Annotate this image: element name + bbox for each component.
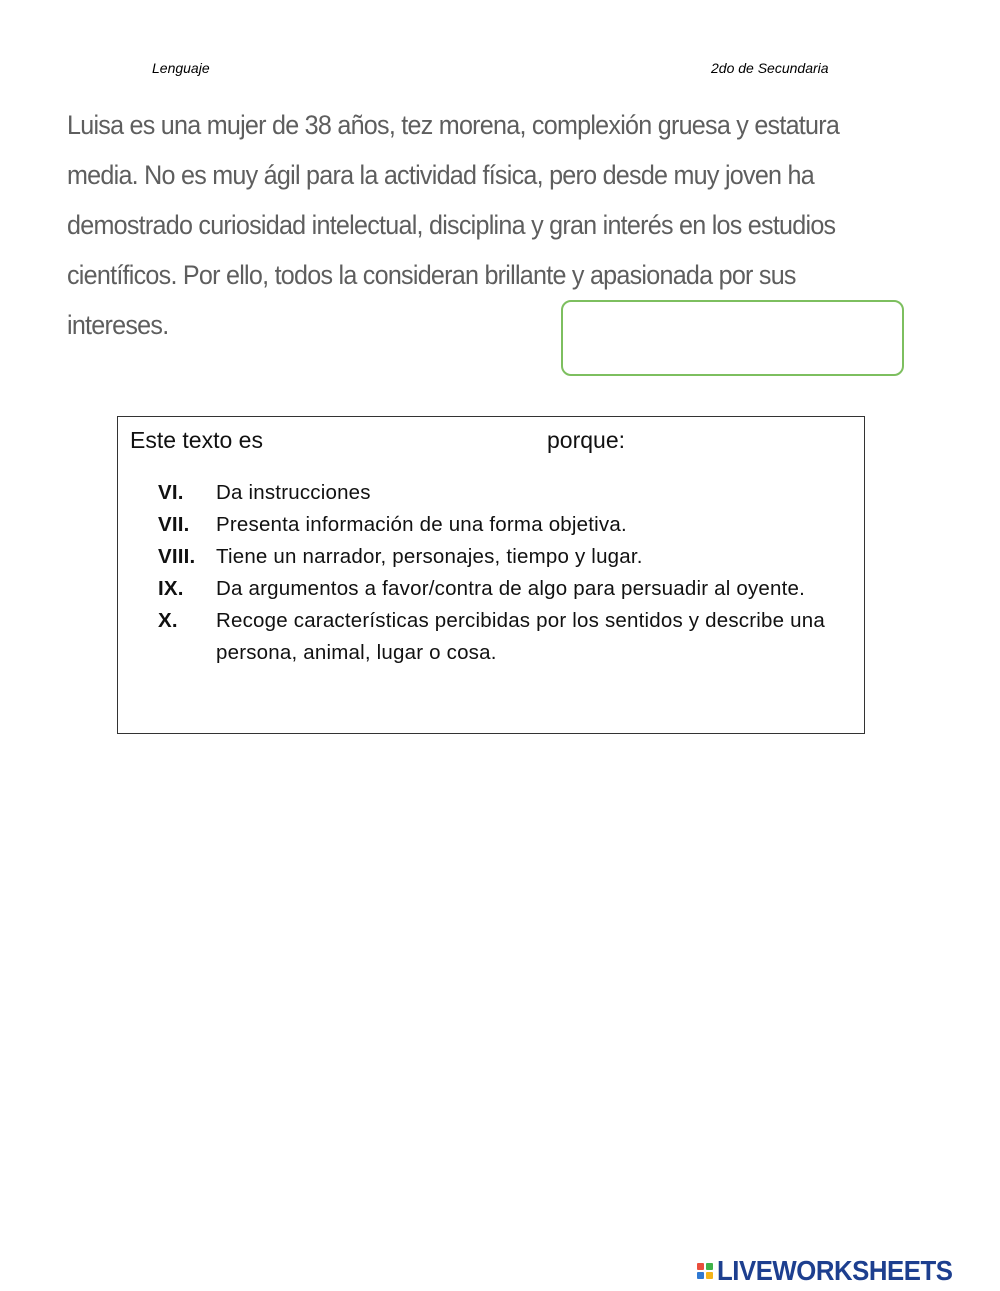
- option-text: Tiene un narrador, personajes, tiempo y lugar.: [216, 545, 643, 568]
- option-item: [158, 541, 848, 573]
- logo-square-e: [706, 1272, 713, 1279]
- option-text: Da instrucciones: [216, 481, 371, 504]
- option-numeral: VI.: [158, 481, 184, 504]
- reading-passage: Luisa es una mujer de 38 años, tez morena, complexión gruesa y estatura media. No es muy ágil para la actividad física, pero desde muy joven ha demostrado curiosidad intelectual, disciplina y gran interés en los estudios científicos. Por ello, todos la consideran brillante y apasionada por sus intereses.: [67, 110, 840, 340]
- option-item: [158, 605, 848, 669]
- logo-square-l: [697, 1263, 704, 1270]
- option-numeral: VIII.: [158, 545, 196, 568]
- grade-label: 2do de Secundaria: [711, 60, 829, 76]
- options-list: [158, 477, 848, 669]
- option-item: [158, 573, 848, 605]
- option-text: Da argumentos a favor/contra de algo para persuadir al oyente.: [216, 577, 806, 600]
- logo-icon: [697, 1263, 713, 1279]
- option-item: [158, 477, 848, 509]
- liveworksheets-logo: [697, 1255, 973, 1287]
- question-prompt: Este texto es: [130, 427, 263, 453]
- logo-text: LIVEWORKSHEETS: [717, 1255, 953, 1286]
- option-text: Recoge características percibidas por los sentidos y describe una persona, animal, lugar o cosa.: [216, 609, 825, 664]
- answer-drop-box[interactable]: [561, 300, 904, 376]
- option-text: Presenta información de una forma objetiva.: [216, 513, 627, 536]
- question-frame: [117, 416, 865, 734]
- logo-square-i: [706, 1263, 713, 1270]
- logo-square-v: [697, 1272, 704, 1279]
- option-numeral: IX.: [158, 577, 184, 600]
- option-numeral: VII.: [158, 513, 190, 536]
- option-item: [158, 509, 848, 541]
- subject-label: Lenguaje: [152, 60, 210, 76]
- question-because-label: porque:: [547, 427, 626, 453]
- option-numeral: X.: [158, 609, 178, 632]
